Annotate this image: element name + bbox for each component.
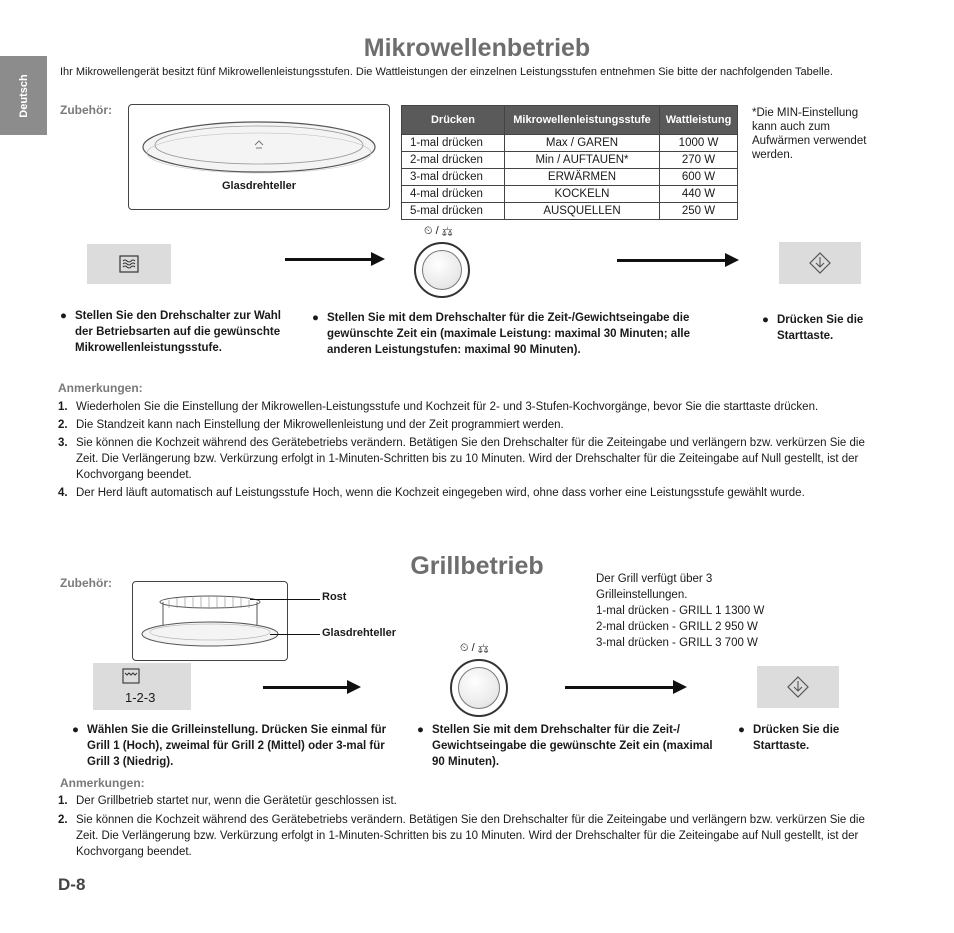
micro-intro: Ihr Mikrowellengerät besitzt fünf Mikrowellenleistungsstufen. Die Wattleistungen der einzelnen Leistungsstufen entnehmen Sie bitte der nachfolgenden Tabelle. (60, 66, 833, 78)
power-table (401, 105, 738, 220)
note-number: 1. (58, 401, 68, 413)
col-header-level: Mikrowellenleistungsstufe (505, 106, 660, 135)
list-item (58, 485, 873, 501)
page-number: D-8 (58, 875, 86, 894)
microwave-mode-button[interactable] (87, 244, 171, 284)
rack-label: Rost (322, 591, 347, 603)
bullet-icon: ● (738, 724, 745, 736)
list-item (58, 435, 873, 483)
col-header-press: Drücken (402, 106, 505, 135)
grill-notes-title: Anmerkungen: (60, 776, 145, 790)
grill-step-1-text: Wählen Sie die Grilleinstellung. Drücken Sie einmal für Grill 1 (Hoch), zweimal für Grill 2 (Mittel) oder 3-mal für Grill 3 (Niedrig). (87, 724, 387, 768)
table-row (402, 186, 738, 203)
note-text: Die Standzeit kann nach Einstellung der Mikrowellenleistung und der Zeit programmiert werden. (76, 419, 564, 431)
bullet-icon: ● (60, 310, 67, 322)
grill-step-1 (72, 722, 392, 770)
glass-turntable-illustration (137, 115, 381, 177)
micro-title: Mikrowellenbetrieb (363, 34, 591, 62)
cell-watt: 600 W (660, 169, 738, 186)
start-button[interactable] (779, 242, 861, 284)
cell-level: ERWÄRMEN (505, 169, 660, 186)
micro-step-1-text: Stellen Sie den Drehschalter zur Wahl der Betriebsarten auf die gewünschte Mikrowellenleistungsstufe. (75, 310, 281, 354)
grill-plate-label: Glasdrehteller (322, 627, 396, 639)
list-item (58, 793, 873, 809)
micro-step-2-text: Stellen Sie mit dem Drehschalter für die Zeit-/Gewichtseingabe die gewünschte Zeit ein (maximale Leistung: maximal 30 Minuten; alle anderen Leistungstufen: maximal 90 Minuten). (327, 312, 690, 356)
bullet-icon: ● (312, 312, 319, 324)
power-table-header (402, 106, 738, 135)
accessory-box-micro (128, 104, 390, 210)
grill-info (596, 571, 816, 651)
grill-step-3-text: Drücken Sie die Starttaste. (753, 724, 840, 752)
accessory-box-grill (132, 581, 288, 661)
grill-step-3 (738, 722, 858, 754)
plate-leader-line (270, 634, 320, 635)
language-tab-label: Deutsch (17, 73, 30, 118)
cell-watt: 250 W (660, 203, 738, 220)
note-number: 2. (58, 419, 68, 431)
grill-rack-illustration (137, 588, 283, 654)
micro-notes-list (58, 399, 873, 503)
cell-level: Max / GAREN (505, 135, 660, 152)
note-number: 1. (58, 795, 68, 807)
min-setting-footnote: *Die MIN-Einstellung kann auch zum Aufwärmen verwendet werden. (752, 107, 867, 161)
list-item (58, 399, 873, 415)
micro-accessory-label: Zubehör: (60, 103, 112, 117)
dial-face (422, 250, 462, 290)
time-weight-dial[interactable] (414, 242, 470, 298)
note-number: 4. (58, 487, 68, 499)
arrow-right-icon (285, 258, 373, 261)
arrow-right-icon (617, 259, 727, 262)
grill-step-2-text: Stellen Sie mit dem Drehschalter für die Zeit-/ Gewichtseingabe die gewünschte Zeit ein (maximal 90 Minuten). (432, 724, 713, 768)
note-text: Der Herd läuft automatisch auf Leistungsstufe Hoch, wenn die Kochzeit eingegeben wird, ohne dass vorher eine Leistungsstufe gewählt wurde. (76, 487, 805, 499)
dial-face (458, 667, 500, 709)
list-item (58, 417, 873, 433)
microwave-icon (119, 255, 139, 273)
col-header-watt: Wattleistung (660, 106, 738, 135)
cell-level: KOCKELN (505, 186, 660, 203)
grill-info-line: 1-mal drücken - GRILL 1 1300 W (596, 605, 765, 617)
micro-notes-title: Anmerkungen: (58, 381, 143, 395)
table-row (402, 169, 738, 186)
timer-weight-label: ⏲ / ⚖ (424, 225, 453, 237)
note-number: 3. (58, 437, 68, 449)
cell-watt: 270 W (660, 152, 738, 169)
section-title-micro (60, 34, 894, 63)
note-text: Sie können die Kochzeit während des Gerätebetriebs verändern. Betätigen Sie den Drehschalter für die Zeiteingabe und verlängern bzw. verkürzen Sie die Zeit. Die Verlängerung bzw. Verkürzung erfolgt in 1-Minuten-Schritten bis zu 10 Minuten. Wird der Drehschalter für die Zeiteingabe auf Null gestellt, ist der Kochvorgang beendet. (76, 814, 865, 858)
grill-info-line: Der Grill verfügt über 3 (596, 573, 713, 585)
grill-notes-list (58, 793, 873, 862)
arrow-right-icon (565, 686, 675, 689)
grill-title: Grillbetrieb (410, 552, 544, 580)
micro-step-3 (762, 312, 872, 344)
micro-step-3-text: Drücken Sie die Starttaste. (777, 314, 864, 342)
cell-level: Min / AUFTAUEN* (505, 152, 660, 169)
cell-press: 4-mal drücken (402, 186, 505, 203)
bullet-icon: ● (417, 724, 424, 736)
time-weight-dial[interactable] (450, 659, 508, 717)
cell-press: 3-mal drücken (402, 169, 505, 186)
start-button[interactable] (757, 666, 839, 708)
micro-step-1 (60, 308, 290, 356)
cell-watt: 440 W (660, 186, 738, 203)
note-text: Sie können die Kochzeit während des Gerätebetriebs verändern. Betätigen Sie den Drehschalter für die Zeiteingabe und verlängern bzw. verkürzen Sie die Zeit. Die Verlängerung bzw. Verkürzung erfolgt in 1-Minuten-Schritten bis zu 10 Minuten. Wird der Drehschalter für die Zeiteingabe auf Null gestellt, ist der Kochvorgang beendet. (76, 437, 865, 481)
language-tab (0, 56, 47, 135)
start-icon (787, 676, 809, 698)
grill-icon (122, 668, 140, 684)
cell-watt: 1000 W (660, 135, 738, 152)
note-text: Wiederholen Sie die Einstellung der Mikrowellen-Leistungsstufe und Kochzeit für 2- und 3-Stufen-Kochvorgänge, bevor Sie die starttaste drücken. (76, 401, 819, 413)
table-row (402, 203, 738, 220)
micro-step-2 (312, 310, 712, 358)
cell-press: 1-mal drücken (402, 135, 505, 152)
glass-turntable-label: Glasdrehteller (222, 180, 296, 192)
grill-button-text: 1-2-3 (125, 690, 156, 705)
grill-info-line: 3-mal drücken - GRILL 3 700 W (596, 637, 758, 649)
table-row (402, 135, 738, 152)
list-item (58, 812, 873, 860)
timer-weight-label: ⏲ / ⚖ (460, 642, 489, 654)
arrow-right-icon (263, 686, 349, 689)
grill-step-2 (417, 722, 717, 770)
bullet-icon: ● (762, 314, 769, 326)
cell-press: 5-mal drücken (402, 203, 505, 220)
rack-leader-line (250, 599, 320, 600)
start-icon (809, 252, 831, 274)
grill-info-line: 2-mal drücken - GRILL 2 950 W (596, 621, 758, 633)
note-text: Der Grillbetrieb startet nur, wenn die Gerätetür geschlossen ist. (76, 795, 397, 807)
bullet-icon: ● (72, 724, 79, 736)
cell-level: AUSQUELLEN (505, 203, 660, 220)
table-row (402, 152, 738, 169)
grill-accessory-label: Zubehör: (60, 576, 112, 590)
grill-mode-button[interactable] (93, 663, 191, 710)
cell-press: 2-mal drücken (402, 152, 505, 169)
note-number: 2. (58, 814, 68, 826)
grill-info-line: Grilleinstellungen. (596, 589, 688, 601)
